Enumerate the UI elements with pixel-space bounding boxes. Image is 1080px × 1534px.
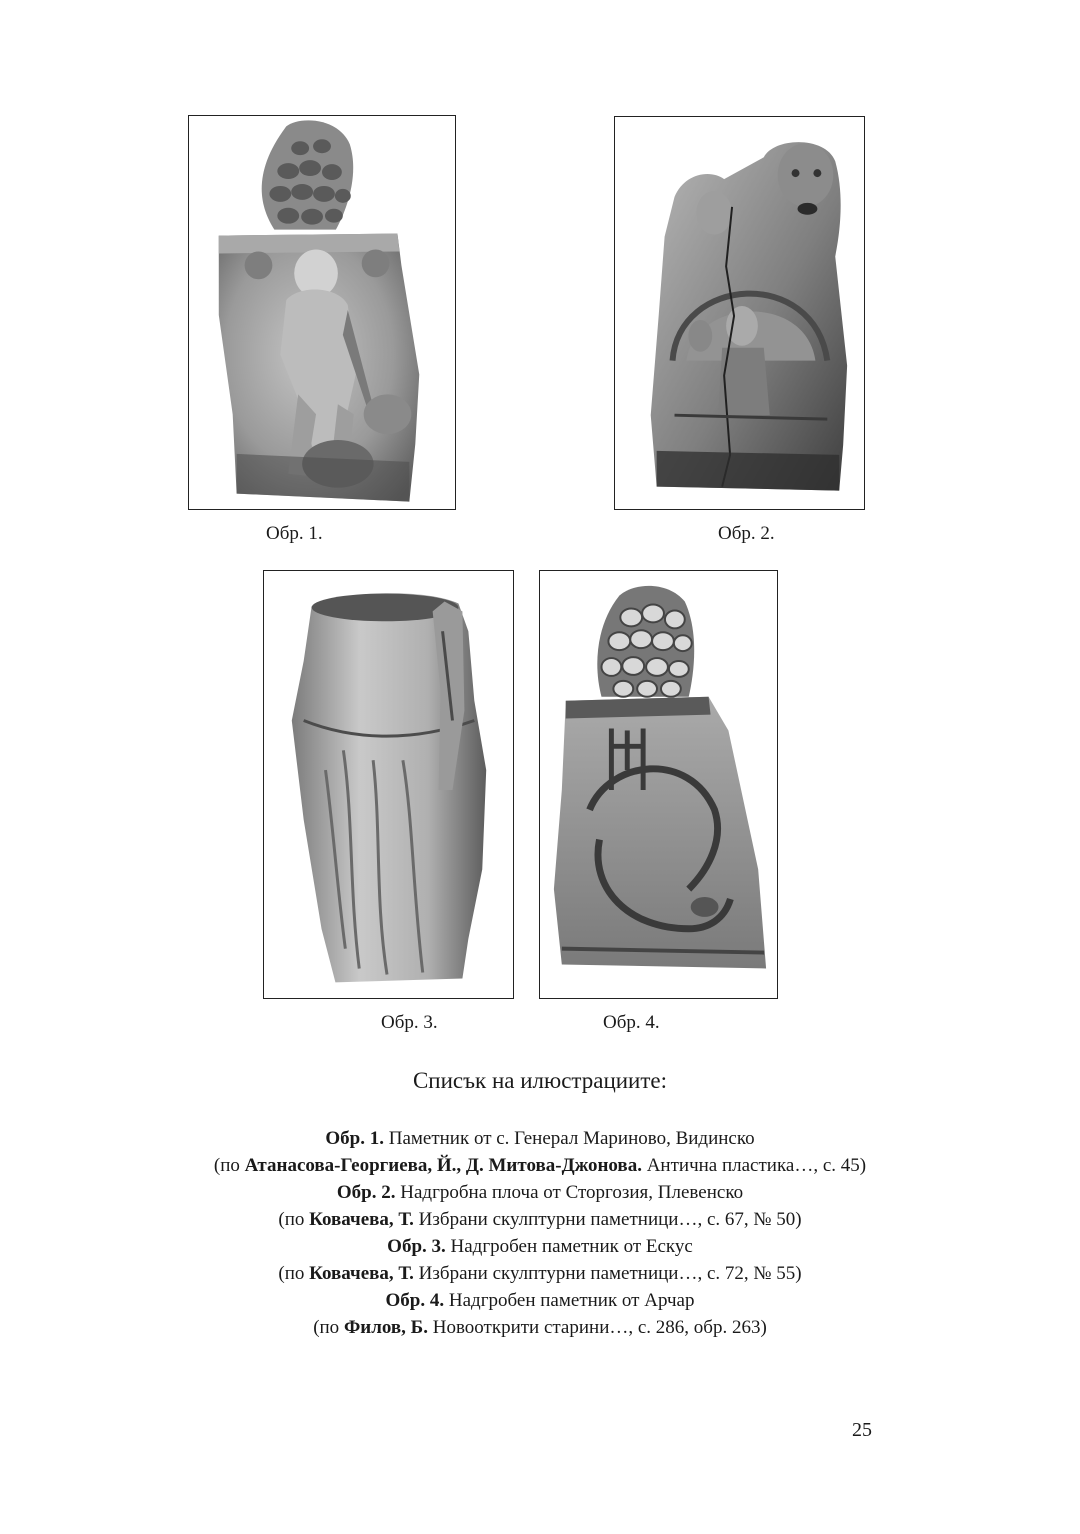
entry-1-author: Атанасова-Георгиева, Й., Д. Митова-Джонова.: [244, 1155, 642, 1176]
entry-2-desc: Надгробна плоча от Сторгозия, Плевенско: [395, 1182, 744, 1203]
entry-2-fig: Обр. 2.: [336, 1182, 396, 1203]
figure-4-caption: Обр. 4.: [603, 1012, 660, 1033]
figure-4-gravestone: [540, 571, 777, 998]
entry-3-desc: Надгробен паметник от Ескус: [445, 1236, 693, 1257]
entry-3-author: Ковачева, Т.: [309, 1263, 414, 1284]
figure-2-image: [614, 116, 865, 510]
figure-2-caption: Обр. 2.: [718, 523, 775, 544]
entry-4-desc: Надгробен паметник от Арчар: [444, 1290, 695, 1311]
entry-2-src-rest: Избрани скулптурни паметници…, с. 67, № 50): [413, 1209, 802, 1230]
entry-3-src-rest: Избрани скулптурни паметници…, с. 72, № 55): [413, 1263, 802, 1284]
figure-1-image: [188, 115, 456, 510]
figure-4-image: [539, 570, 778, 999]
figure-3-image: [263, 570, 514, 999]
entry-4-description: [0, 1287, 1080, 1314]
entry-4-fig: Обр. 4.: [385, 1290, 445, 1311]
entry-1-desc: Паметник от с. Генерал Мариново, Видинско: [383, 1128, 755, 1149]
entry-3-source: [0, 1260, 1080, 1287]
entry-4-author: Филов, Б.: [343, 1317, 428, 1338]
illustration-list: [0, 1125, 1080, 1341]
entry-3-src-open: (по: [278, 1263, 310, 1284]
page-number: 25: [852, 1419, 872, 1441]
entry-2-description: [0, 1179, 1080, 1206]
figure-1-caption: Обр. 1.: [266, 523, 323, 544]
figure-1-stone-relief: [189, 116, 455, 509]
entry-4-src-open: (по: [313, 1317, 344, 1338]
list-heading: Списък на илюстрациите:: [412, 1068, 668, 1093]
entry-1-fig: Обр. 1.: [325, 1128, 384, 1149]
entry-4-src-rest: Новооткрити старини…, с. 286, обр. 263): [427, 1317, 767, 1338]
entry-2-author: Ковачева, Т.: [309, 1209, 414, 1230]
entry-3-description: [0, 1233, 1080, 1260]
entry-1-src-open: (по: [213, 1155, 245, 1176]
entry-1-src-rest: Антична пластика…, с. 45): [641, 1155, 867, 1176]
figure-3-caption: Обр. 3.: [381, 1012, 438, 1033]
figure-3-draped-statue: [264, 571, 513, 998]
entry-4-source: [0, 1314, 1080, 1341]
entry-2-src-open: (по: [278, 1209, 310, 1230]
entry-2-source: [0, 1206, 1080, 1233]
figure-2-gravestone: [615, 117, 864, 509]
entry-1-source: [0, 1152, 1080, 1179]
entry-1-description: [0, 1125, 1080, 1152]
entry-3-fig: Обр. 3.: [387, 1236, 446, 1257]
